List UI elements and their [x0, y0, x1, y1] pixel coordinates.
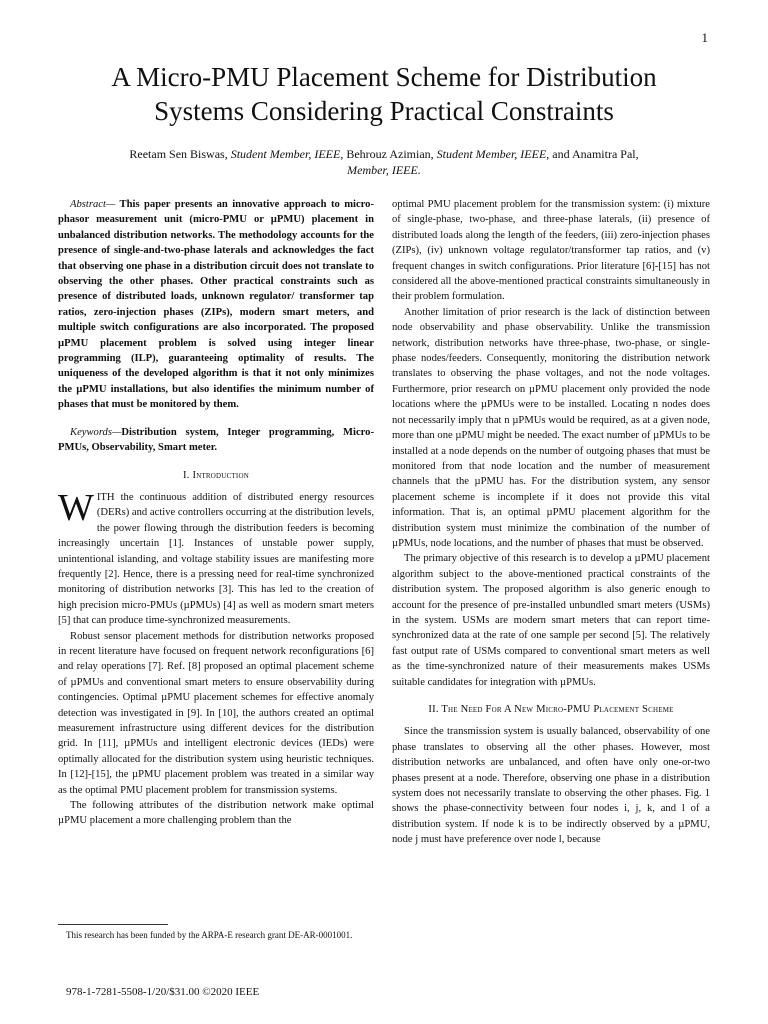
intro-paragraph-3: The following attributes of the distribution network make optimal µPMU placement a more challenging problem than the: [58, 800, 374, 827]
right-paragraph-1: optimal PMU placement problem for the transmission system: (i) mixture of single-phase, two-phase, and three-phase laterals, (ii) presence of distributed loads along the length of the feeders, (iii) zero-injection phases (ZIPs), (iv) unknown voltage regulator/transformer tap ratios, and (v) frequent changes in switch configurations. Prior literature [6]-[15] has not considered all the above-mentioned practical constraints simultaneously in their problem formulation.: [392, 199, 710, 303]
page-number: 1: [701, 30, 708, 45]
title-line-2: Systems Considering Practical Constraints: [154, 96, 614, 126]
author-2-role: Student Member, IEEE: [436, 147, 547, 161]
abstract-text: This paper presents an innovative approach to micro-phasor measurement unit (micro-PMU or µPMU) placement in unbalanced distribution networks. The methodology accounts for the presence of single-and-two-phase laterals and acknowledges the fact that observing one phase in a distribution circuit does not translate to observing the other phases. Other practical constraints such as presence of distributed loads, unknown regulator/ transformer tap ratios, zero-injection phases (ZIPs), modern smart meters, and multiple switch configurations are also incorporated. The proposed µPMU placement problem is solved using integer linear programming (ILP), guaranteeing optimality of results. The uniqueness of the developed algorithm is that it not only minimizes the µPMU installations, but also identifies the minimum number of phases that must be monitored by them.: [58, 199, 374, 411]
author-1-role: Student Member, IEEE: [230, 147, 341, 161]
author-1-name: Reetam Sen Biswas,: [129, 147, 231, 161]
author-3-role: Member, IEEE.: [347, 163, 421, 177]
paper-title: [40, 60, 728, 128]
right-column: [392, 197, 710, 848]
author-list: [40, 146, 728, 178]
section-heading-need: II. The Need For A New Micro-PMU Placement Scheme: [428, 704, 674, 715]
abstract-lead: Abstract—: [70, 199, 116, 210]
author-2-name: , Behrouz Azimian,: [340, 147, 437, 161]
author-3-name: , and Anamitra Pal,: [546, 147, 639, 161]
right-paragraph-4: Since the transmission system is usually balanced, observability of one phase translates to observing all the other phases. However, most distribution networks are unbalanced, and often have only one-or-two phases present at a node. Therefore, observing one phase in a distribution system does not necessarily translate to observing the other phases. Fig. 1 shows the phase-connectivity between four nodes i, j, k, and l of a distribution system. If node k is to be indirectly observed by a µPMU, node j must have preference over node l, because: [392, 726, 710, 846]
abstract: [58, 197, 374, 413]
footnote: This research has been funded by the ARPA-E research grant DE-AR-0001001.: [66, 930, 353, 940]
intro-paragraph-1-text: ITH the continuous addition of distributed energy resources (DERs) and active controllers occurring at the distribution levels, the power flowing through the distribution feeders is becoming increasingly uncertain [1]. Instances of unstable power supply, unintentional islanding, and voltage stability issues are manifesting more frequently [2]. Hence, there is a pressing need for real-time synchronized monitoring of distribution networks [3]. This has led to the creation of high precision micro-PMUs (µPMUs) [4] as well as modern smart meters [5] that can produce time-synchronized measurements.: [58, 491, 374, 627]
copyright-footer: 978-1-7281-5508-1/20/$31.00 ©2020 IEEE: [66, 986, 260, 998]
intro-paragraph-1: [58, 486, 374, 629]
section-heading-introduction: I. Introduction: [183, 469, 249, 481]
footnote-divider: [58, 924, 168, 925]
right-paragraph-2: Another limitation of prior research is the lack of distinction between node observability and phase observability. Unlike the transmission network, distribution networks have three-phase, two-phase, or single-phase nodes/feeders. Consequently, monitoring the distribution network translates to observing the phase voltages, and not the node voltages. Furthermore, prior research on µPMU placement only provided the node locations where the µPMUs were to be installed. Locating n nodes does not necessarily imply that n µPMUs would be required, as at a given node, more than one µPMU might be needed. The exact number of µPMUs to be installed at a node depends on the number of outgoing phases that must be monitored from that node location and the number of measurement channels that the µPMU has. For the distribution system, any sensor placement scheme is incomplete if it does not provide this vital information. That is, an optimal µPMU placement algorithm for the distribution system must minimize the combination of the number of µPMUs, node locations, and the number of phases that must be observed.: [392, 306, 710, 549]
right-paragraph-3: The primary objective of this research is to develop a µPMU placement algorithm subject to the above-mentioned practical constraints of the distribution system. The proposed algorithm is also generic enough to account for the presence of pre-installed unbundled smart meters (USMs) in the system. USMs are modern smart meters that can report time-synchronized data at the rate of one sample per second [5]. The relatively fast output rate of USMs compared to conventional smart meters as well as the time-synchronized nature of their measurements makes USMs suitable candidates for integration with µPMUs.: [392, 553, 710, 688]
intro-paragraph-2: Robust sensor placement methods for distribution networks proposed in recent literature have focused on frequent network reconfigurations [6] and relay operations [7]. Ref. [8] proposed an optimal placement scheme of µPMUs and conventional smart meters to ensure observability during contingencies. Optimal µPMU placement schemes for effective anomaly detection was investigated in [9]. In [10], the authors created an optimal measurement infrastructure using different devices for the distribution grid. In [11], µPMUs and intelligent electronic devices (IEDs) were optimally allocated for the distribution system using heuristic techniques. In [12]-[15], the µPMU placement problem was treated in a similar way as the optimal PMU placement problem for transmission systems.: [58, 630, 374, 796]
keywords-text: Distribution system, Integer programming, Micro-PMUs, Observability, Smart meter.: [58, 426, 374, 454]
keywords: [58, 425, 374, 456]
drop-cap: W: [58, 486, 94, 529]
title-line-1: A Micro-PMU Placement Scheme for Distribution: [111, 62, 657, 92]
left-column: [58, 197, 374, 829]
keywords-lead: Keywords—: [70, 426, 122, 438]
